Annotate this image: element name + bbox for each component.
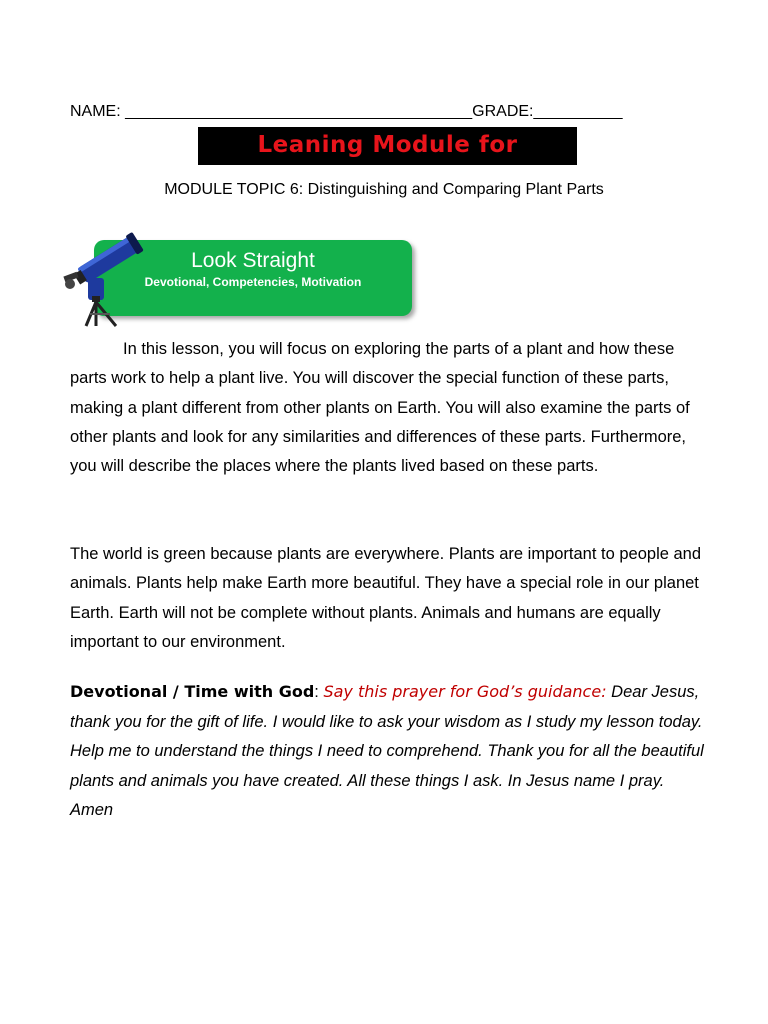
devotional-prayer: Dear Jesus, thank you for the gift of life. I would like to ask your wisdom as I study my lesson today. Help me to understand the things I need to comprehend. Thank you for all the beautiful plants and animals you have created. All these things I ask. In Jesus name I pray. Amen xyxy=(70,683,704,819)
telescope-icon xyxy=(58,226,150,328)
module-banner: Leaning Module for xyxy=(198,127,577,165)
devotional-block xyxy=(70,677,710,826)
devotional-separator: : xyxy=(314,683,324,701)
module-topic: MODULE TOPIC 6: Distinguishing and Comparing Plant Parts xyxy=(164,181,604,198)
devotional-cue: Say this prayer for God’s guidance: xyxy=(323,682,607,701)
section-title: Look Straight xyxy=(191,249,315,272)
motivation-paragraph: The world is green because plants are everywhere. Plants are important to people and animals. Plants help make Earth more beautiful. They have a special role in our planet Earth. Earth will not be complete without plants. Animals and humans are equally important to our environment. xyxy=(70,545,702,651)
section-subtitle: Devotional, Competencies, Motivation xyxy=(144,275,362,289)
devotional-heading: Devotional / Time with God xyxy=(70,682,315,701)
intro-paragraph: In this lesson, you will focus on exploring the parts of a plant and how these parts work to help a plant live. You will discover the special function of these parts, making a plant different from other plants on Earth. You will also examine the parts of other plants and look for any similarities and differences of these parts. Furthermore, you will describe the places where the plants lived based on these parts. xyxy=(70,340,690,476)
name-grade-line: NAME: _______________________________________GRADE:__________ xyxy=(70,103,623,120)
